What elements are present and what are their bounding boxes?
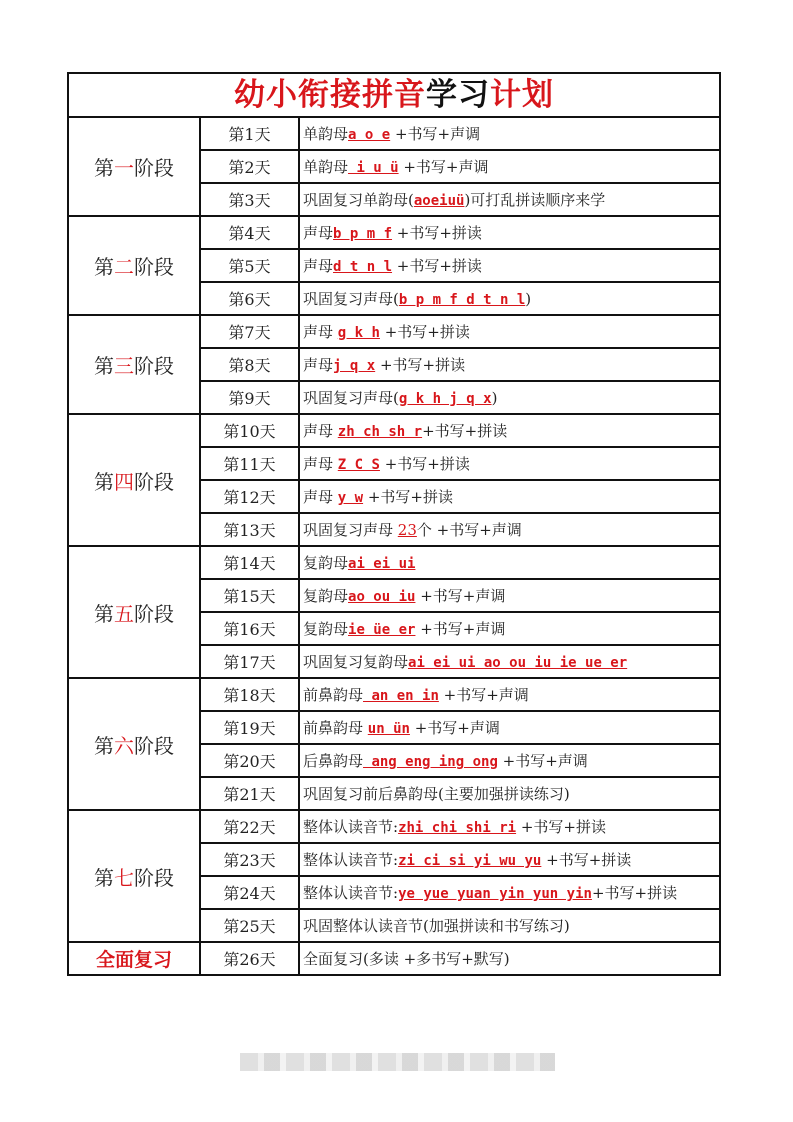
content-cell xyxy=(299,150,720,183)
content-cell xyxy=(299,579,720,612)
stage-prefix: 第 xyxy=(94,865,114,890)
stage-cell xyxy=(68,414,200,546)
content-suffix: +书写+声调 xyxy=(390,125,481,143)
content-suffix: +书写+拼读 xyxy=(541,851,632,869)
stage-prefix: 第 xyxy=(94,354,114,378)
stage-cell xyxy=(68,315,200,414)
content-cell xyxy=(299,216,720,249)
content-cell xyxy=(299,843,720,876)
pinyin-highlight: b p m f d t n l xyxy=(398,292,526,308)
table-row xyxy=(68,216,720,249)
content-text: 复韵母 xyxy=(303,587,349,605)
pinyin-highlight: ao ou iu xyxy=(348,589,416,605)
day-cell: 第13天 xyxy=(200,513,299,546)
pinyin-highlight: zi ci si yi wu yu xyxy=(398,853,542,869)
stage-cell xyxy=(68,117,200,216)
stage-num: 二 xyxy=(114,255,134,279)
day-cell: 第21天 xyxy=(200,777,299,810)
pinyin-highlight: ie üe er xyxy=(348,622,416,638)
content-text: 声母 xyxy=(303,224,334,242)
content-suffix: )可打乱拼读顺序来学 xyxy=(464,191,606,209)
content-cell xyxy=(299,612,720,645)
content-text: 巩固复习声母( xyxy=(303,290,399,308)
stage-num: 七 xyxy=(114,865,134,890)
stage-cell xyxy=(68,678,200,810)
table-row xyxy=(68,117,720,150)
pinyin-highlight: Z C S xyxy=(337,457,380,473)
stage-num: 五 xyxy=(114,601,134,626)
day-cell: 第9天 xyxy=(200,381,299,414)
table-row xyxy=(68,942,720,975)
blurred-watermark xyxy=(240,1053,555,1071)
pinyin-highlight: a o e xyxy=(348,127,391,143)
day-cell: 第11天 xyxy=(200,447,299,480)
pinyin-highlight: j q x xyxy=(333,358,376,374)
content-cell xyxy=(299,414,720,447)
content-text: 巩固复习单韵母( xyxy=(303,191,414,209)
content-cell xyxy=(299,183,720,216)
content-cell xyxy=(299,117,720,150)
content-suffix: +书写+拼读 xyxy=(591,884,678,902)
content-text: 巩固复习前后鼻韵母(主要加强拼读练习) xyxy=(303,785,570,803)
day-cell: 第24天 xyxy=(200,876,299,909)
content-cell xyxy=(299,711,720,744)
content-text: 声母 xyxy=(303,455,338,473)
pinyin-highlight: g k h j q x xyxy=(398,391,492,407)
day-cell: 第2天 xyxy=(200,150,299,183)
stage-num: 六 xyxy=(114,733,134,758)
count-highlight: 23 xyxy=(397,521,417,539)
pinyin-highlight: ai ei ui ao ou iu ie ue er xyxy=(408,655,628,671)
stage-suffix: 阶段 xyxy=(134,354,174,378)
content-suffix: +书写+声调 xyxy=(415,587,506,605)
pinyin-highlight: ai ei ui xyxy=(348,556,416,572)
content-cell xyxy=(299,513,720,546)
stage-num: 四 xyxy=(114,469,134,494)
pinyin-highlight: ang eng ing ong xyxy=(363,754,498,770)
table-row xyxy=(68,315,720,348)
content-text: 整体认读音节: xyxy=(303,818,399,836)
content-text: 声母 xyxy=(303,323,338,341)
stage-num: 一 xyxy=(114,156,134,180)
content-suffix: ) xyxy=(491,389,498,407)
content-text: 声母 xyxy=(303,488,338,506)
day-cell: 第14天 xyxy=(200,546,299,579)
day-cell: 第3天 xyxy=(200,183,299,216)
stage-suffix: 阶段 xyxy=(134,156,174,180)
content-suffix: +书写+拼读 xyxy=(422,422,508,440)
pinyin-highlight: aoeiuü xyxy=(413,193,465,209)
pinyin-highlight: d t n l xyxy=(333,259,393,275)
content-suffix: +书写+拼读 xyxy=(379,323,470,341)
content-suffix: +书写+声调 xyxy=(438,686,529,704)
stage-cell xyxy=(68,810,200,942)
pinyin-highlight: i u ü xyxy=(348,160,399,176)
content-cell xyxy=(299,480,720,513)
pinyin-highlight: zh ch sh r xyxy=(337,424,423,440)
stage-cell xyxy=(68,942,200,975)
content-cell xyxy=(299,810,720,843)
content-suffix: 个 +书写+声调 xyxy=(416,521,522,539)
stage-suffix: 阶段 xyxy=(134,733,174,758)
day-cell: 第5天 xyxy=(200,249,299,282)
stage-prefix: 第 xyxy=(94,601,114,626)
title-part-1: 幼小衔接拼音 xyxy=(234,77,426,113)
content-cell xyxy=(299,942,720,975)
content-cell xyxy=(299,381,720,414)
pinyin-highlight: zhi chi shi ri xyxy=(398,820,517,836)
title-part-3: 计划 xyxy=(490,77,554,113)
day-cell: 第6天 xyxy=(200,282,299,315)
stage-suffix: 阶段 xyxy=(134,469,174,494)
stage-prefix: 第 xyxy=(94,733,114,758)
content-suffix: +书写+声调 xyxy=(398,158,489,176)
stage-label: 全面复习 xyxy=(95,949,172,971)
content-suffix: ) xyxy=(525,290,532,308)
content-text: 复韵母 xyxy=(303,620,349,638)
content-cell xyxy=(299,249,720,282)
content-cell xyxy=(299,777,720,810)
content-suffix: +书写+拼读 xyxy=(379,455,470,473)
page-title xyxy=(67,72,721,116)
day-cell: 第15天 xyxy=(200,579,299,612)
content-cell xyxy=(299,315,720,348)
stage-cell xyxy=(68,216,200,315)
stage-suffix: 阶段 xyxy=(134,601,174,626)
pinyin-highlight: an en in xyxy=(363,688,439,704)
pinyin-highlight: ye yue yuan yin yun yin xyxy=(398,886,592,902)
stage-num: 三 xyxy=(114,354,134,378)
content-text: 后鼻韵母 xyxy=(303,752,364,770)
stage-prefix: 第 xyxy=(94,255,114,279)
content-cell xyxy=(299,546,720,579)
day-cell: 第4天 xyxy=(200,216,299,249)
table-row xyxy=(68,414,720,447)
content-suffix: +书写+拼读 xyxy=(516,818,606,836)
content-cell xyxy=(299,876,720,909)
stage-cell xyxy=(68,546,200,678)
content-cell xyxy=(299,678,720,711)
plan-table xyxy=(67,116,721,976)
stage-prefix: 第 xyxy=(94,469,114,494)
day-cell: 第18天 xyxy=(200,678,299,711)
plan-sheet xyxy=(67,72,721,976)
day-cell: 第26天 xyxy=(200,942,299,975)
content-text: 巩固整体认读音节(加强拼读和书写练习) xyxy=(303,917,570,935)
day-cell: 第22天 xyxy=(200,810,299,843)
content-suffix: +书写+拼读 xyxy=(375,356,466,374)
day-cell: 第23天 xyxy=(200,843,299,876)
table-row xyxy=(68,546,720,579)
day-cell: 第16天 xyxy=(200,612,299,645)
pinyin-highlight: b p m f xyxy=(333,226,393,242)
content-cell xyxy=(299,447,720,480)
content-text: 声母 xyxy=(303,257,334,275)
content-text: 声母 xyxy=(303,356,334,374)
content-text: 全面复习(多读 +多书写+默写) xyxy=(303,950,510,968)
content-text: 整体认读音节: xyxy=(303,884,399,902)
content-cell xyxy=(299,744,720,777)
content-cell xyxy=(299,909,720,942)
pinyin-highlight: un ün xyxy=(367,721,410,737)
title-part-2: 学习 xyxy=(426,77,490,113)
pinyin-highlight: y w xyxy=(337,490,364,506)
day-cell: 第10天 xyxy=(200,414,299,447)
content-text: 巩固复习声母 xyxy=(303,521,398,539)
content-text: 单韵母 xyxy=(303,158,349,176)
content-cell xyxy=(299,348,720,381)
content-text: 整体认读音节: xyxy=(303,851,399,869)
content-text: 前鼻韵母 xyxy=(303,719,368,737)
table-row xyxy=(68,678,720,711)
content-suffix: +书写+声调 xyxy=(415,620,506,638)
day-cell: 第20天 xyxy=(200,744,299,777)
content-suffix: +书写+拼读 xyxy=(363,488,453,506)
content-cell xyxy=(299,645,720,678)
content-suffix: +书写+拼读 xyxy=(392,224,482,242)
content-suffix: +书写+声调 xyxy=(409,719,500,737)
content-text: 复韵母 xyxy=(303,554,349,572)
content-cell xyxy=(299,282,720,315)
content-text: 巩固复习复韵母 xyxy=(303,653,409,671)
content-text: 前鼻韵母 xyxy=(303,686,364,704)
stage-prefix: 第 xyxy=(94,156,114,180)
content-text: 单韵母 xyxy=(303,125,349,143)
content-text: 声母 xyxy=(303,422,338,440)
content-text: 巩固复习声母( xyxy=(303,389,399,407)
pinyin-highlight: g k h xyxy=(337,325,380,341)
content-suffix: +书写+拼读 xyxy=(392,257,482,275)
day-cell: 第17天 xyxy=(200,645,299,678)
stage-suffix: 阶段 xyxy=(134,865,174,890)
stage-suffix: 阶段 xyxy=(134,255,174,279)
content-suffix: +书写+声调 xyxy=(497,752,588,770)
day-cell: 第12天 xyxy=(200,480,299,513)
table-row xyxy=(68,810,720,843)
day-cell: 第19天 xyxy=(200,711,299,744)
day-cell: 第7天 xyxy=(200,315,299,348)
day-cell: 第1天 xyxy=(200,117,299,150)
day-cell: 第8天 xyxy=(200,348,299,381)
day-cell: 第25天 xyxy=(200,909,299,942)
